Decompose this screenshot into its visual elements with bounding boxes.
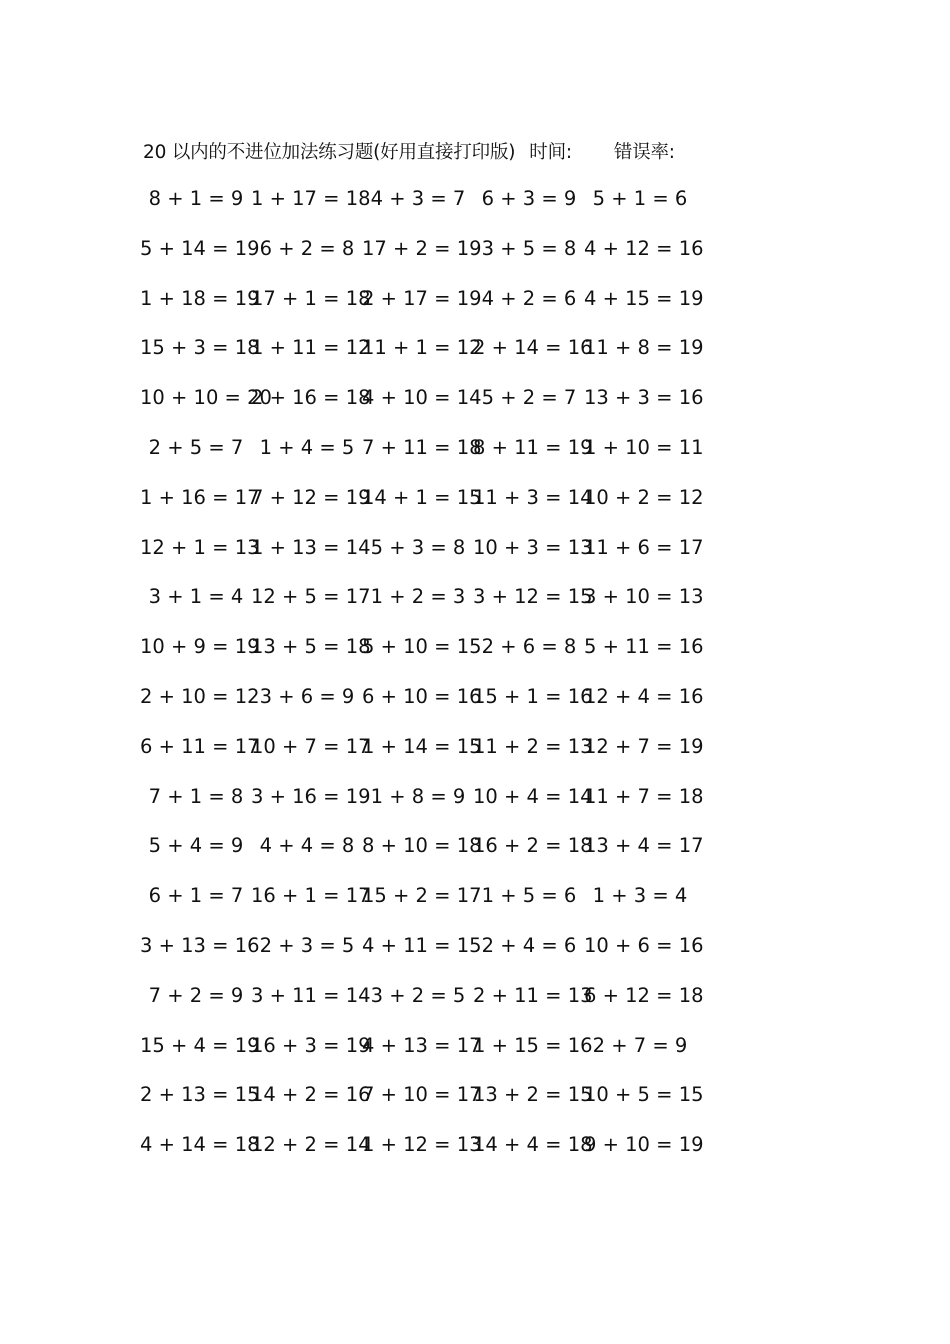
addition-problem: 13 + 5 = 18 — [251, 635, 371, 659]
addition-problem: 7 + 1 = 8 — [148, 784, 244, 808]
addition-problem: 2 + 6 = 8 — [481, 635, 577, 659]
addition-problem: 3 + 1 = 4 — [148, 585, 244, 609]
addition-problem: 11 + 8 = 19 — [584, 336, 704, 360]
addition-problem: 5 + 14 = 19 — [140, 236, 260, 260]
addition-problem: 4 + 12 = 16 — [584, 236, 704, 260]
addition-problem: 10 + 5 = 15 — [584, 1083, 704, 1107]
addition-problem: 5 + 1 = 6 — [592, 187, 688, 210]
addition-problem: 14 + 4 = 18 — [473, 1133, 593, 1157]
addition-problem: 3 + 16 = 19 — [251, 784, 371, 808]
addition-problem: 10 + 9 = 19 — [140, 635, 260, 659]
addition-problem: 13 + 2 = 15 — [473, 1083, 593, 1107]
addition-problem: 5 + 3 = 8 — [370, 535, 466, 559]
worksheet-header — [143, 138, 675, 164]
addition-problem: 3 + 6 = 9 — [259, 685, 355, 708]
addition-problem: 11 + 1 = 12 — [362, 336, 482, 360]
addition-problem: 1 + 8 = 9 — [370, 784, 466, 808]
addition-problem: 2 + 14 = 16 — [473, 336, 593, 360]
worksheet-title: 20 以内的不进位加法练习题(好用直接打印版) — [143, 142, 516, 163]
addition-problem: 11 + 7 = 18 — [584, 784, 704, 808]
addition-problem: 1 + 18 = 19 — [140, 286, 260, 310]
addition-problem: 13 + 3 = 16 — [584, 386, 704, 410]
addition-problem: 17 + 2 = 19 — [362, 236, 482, 260]
addition-problem: 12 + 2 = 14 — [251, 1133, 371, 1157]
addition-problem: 3 + 5 = 8 — [481, 236, 577, 260]
addition-problem: 11 + 3 = 14 — [473, 485, 593, 509]
addition-problem: 8 + 11 = 19 — [473, 436, 593, 459]
addition-problem: 10 + 3 = 13 — [473, 535, 593, 559]
addition-problem: 2 + 13 = 15 — [140, 1083, 260, 1107]
addition-problem: 13 + 4 = 17 — [584, 834, 704, 858]
addition-problem: 11 + 6 = 17 — [584, 535, 704, 559]
time-label: 时间: — [529, 142, 572, 163]
addition-problem: 14 + 2 = 16 — [251, 1083, 371, 1107]
addition-problem: 1 + 17 = 18 — [251, 187, 371, 210]
addition-problem: 15 + 2 = 17 — [362, 884, 482, 908]
addition-problem: 3 + 12 = 15 — [473, 585, 593, 609]
addition-problem: 2 + 5 = 7 — [148, 436, 244, 459]
addition-problem: 12 + 4 = 16 — [584, 685, 704, 708]
addition-problem: 4 + 2 = 6 — [481, 286, 577, 310]
addition-problem: 6 + 1 = 7 — [148, 884, 244, 908]
addition-problem: 7 + 11 = 18 — [362, 436, 482, 459]
addition-problem: 10 + 6 = 16 — [584, 934, 704, 957]
addition-problem: 8 + 10 = 18 — [362, 834, 482, 858]
addition-problem: 10 + 7 = 17 — [251, 734, 371, 758]
addition-problem: 3 + 11 = 14 — [251, 983, 371, 1007]
addition-problem: 12 + 7 = 19 — [584, 734, 704, 758]
addition-problem: 5 + 2 = 7 — [481, 386, 577, 410]
addition-problem: 15 + 3 = 18 — [140, 336, 260, 360]
addition-problem: 2 + 10 = 12 — [140, 685, 260, 708]
addition-problem: 2 + 11 = 13 — [473, 983, 593, 1007]
addition-problem: 2 + 4 = 6 — [481, 934, 577, 957]
addition-problem: 2 + 3 = 5 — [259, 934, 355, 957]
addition-problem: 5 + 11 = 16 — [584, 635, 704, 659]
addition-problem: 5 + 4 = 9 — [148, 834, 244, 858]
addition-problem: 2 + 7 = 9 — [592, 1033, 688, 1057]
addition-problem: 10 + 2 = 12 — [584, 485, 704, 509]
addition-problem: 2 + 17 = 19 — [362, 286, 482, 310]
addition-problem: 10 + 4 = 14 — [473, 784, 593, 808]
addition-problem: 1 + 14 = 15 — [362, 734, 482, 758]
addition-problem: 16 + 2 = 18 — [473, 834, 593, 858]
addition-problem: 17 + 1 = 18 — [251, 286, 371, 310]
addition-problem: 4 + 13 = 17 — [362, 1033, 482, 1057]
addition-problem: 12 + 1 = 13 — [140, 535, 260, 559]
addition-problem: 2 + 16 = 18 — [251, 386, 371, 410]
addition-problem: 8 + 1 = 9 — [148, 187, 244, 210]
addition-problem: 7 + 2 = 9 — [148, 983, 244, 1007]
addition-problem: 14 + 1 = 15 — [362, 485, 482, 509]
addition-problem: 4 + 10 = 14 — [362, 386, 482, 410]
addition-problem: 4 + 4 = 8 — [259, 834, 355, 858]
addition-problem: 1 + 15 = 16 — [473, 1033, 593, 1057]
addition-problem: 1 + 3 = 4 — [592, 884, 688, 908]
addition-problem: 6 + 3 = 9 — [481, 187, 577, 210]
addition-problem: 1 + 4 = 5 — [259, 436, 355, 459]
addition-problem: 1 + 12 = 13 — [362, 1133, 482, 1157]
addition-problem: 16 + 1 = 17 — [251, 884, 371, 908]
addition-problem: 1 + 5 = 6 — [481, 884, 577, 908]
addition-problem: 9 + 10 = 19 — [584, 1133, 704, 1157]
error-rate-label: 错误率: — [613, 142, 675, 163]
addition-problem: 4 + 11 = 15 — [362, 934, 482, 957]
addition-problem: 6 + 2 = 8 — [259, 236, 355, 260]
addition-problem: 5 + 10 = 15 — [362, 635, 482, 659]
addition-problem: 15 + 4 = 19 — [140, 1033, 260, 1057]
addition-problem: 1 + 13 = 14 — [251, 535, 371, 559]
addition-problem: 6 + 12 = 18 — [584, 983, 704, 1007]
addition-problem: 12 + 5 = 17 — [251, 585, 371, 609]
addition-problem: 3 + 10 = 13 — [584, 585, 704, 609]
addition-problem: 3 + 2 = 5 — [370, 983, 466, 1007]
addition-problem: 11 + 2 = 13 — [473, 734, 593, 758]
addition-problem: 4 + 14 = 18 — [140, 1133, 260, 1157]
addition-problem: 6 + 11 = 17 — [140, 734, 260, 758]
addition-problem: 3 + 13 = 16 — [140, 934, 260, 957]
addition-problem: 1 + 11 = 12 — [251, 336, 371, 360]
addition-problem: 15 + 1 = 16 — [473, 685, 593, 708]
addition-problem: 10 + 10 = 20 — [140, 386, 272, 410]
addition-problem: 4 + 3 = 7 — [370, 187, 466, 210]
addition-problem: 7 + 10 = 17 — [362, 1083, 482, 1107]
addition-problem: 1 + 16 = 17 — [140, 485, 260, 509]
addition-problem: 4 + 15 = 19 — [584, 286, 704, 310]
addition-problem: 1 + 10 = 11 — [584, 436, 704, 459]
addition-problem: 1 + 2 = 3 — [370, 585, 466, 609]
addition-problem: 7 + 12 = 19 — [251, 485, 371, 509]
addition-problem: 16 + 3 = 19 — [251, 1033, 371, 1057]
addition-problem: 6 + 10 = 16 — [362, 685, 482, 708]
